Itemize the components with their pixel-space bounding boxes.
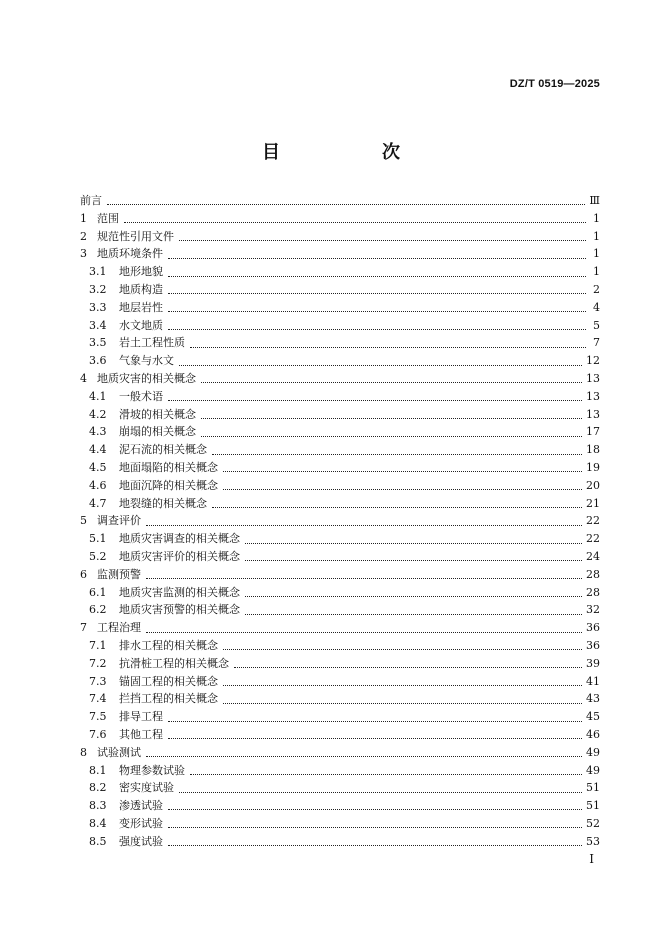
toc-entry[interactable] — [80, 281, 600, 299]
toc-entry-title: 调查评价 — [97, 514, 141, 528]
toc-entry-title: 物理参数试验 — [119, 763, 185, 777]
dot-leader — [179, 792, 582, 793]
toc-entry[interactable] — [80, 334, 600, 352]
toc-entry-title: 地质灾害监测的相关概念 — [119, 585, 240, 599]
toc-entry-page: 32 — [586, 603, 600, 617]
toc-entry-page: 52 — [586, 816, 600, 830]
toc-entry-title: 地面沉降的相关概念 — [119, 478, 218, 492]
toc-entry-title: 泥石流的相关概念 — [119, 443, 207, 457]
toc-entry[interactable] — [80, 744, 600, 762]
toc-entry-page: 13 — [586, 407, 600, 421]
toc-entry-title: 规范性引用文件 — [97, 229, 174, 243]
toc-entry[interactable] — [80, 530, 600, 548]
dot-leader — [212, 507, 582, 508]
toc-entry-title: 监测预警 — [97, 567, 141, 581]
toc-entry-page: Ⅲ — [589, 194, 600, 207]
toc-entry-title: 滑坡的相关概念 — [119, 407, 196, 421]
toc-entry-title: 水文地质 — [119, 318, 163, 332]
dot-leader — [179, 240, 586, 241]
toc-entry-page: 36 — [586, 638, 600, 652]
toc-entry-title: 密实度试验 — [119, 781, 174, 795]
toc-entry-page: 36 — [586, 621, 600, 635]
toc-entry[interactable] — [80, 655, 600, 673]
toc-entry-number: 3.4 — [89, 318, 107, 332]
toc-entry-number: 8.1 — [89, 763, 107, 777]
toc-entry[interactable] — [80, 263, 600, 281]
toc-entry[interactable] — [80, 762, 600, 780]
dot-leader — [201, 382, 582, 383]
dot-leader — [212, 454, 582, 455]
toc-entry-page: 22 — [586, 514, 600, 528]
toc-entry[interactable] — [80, 815, 600, 833]
toc-entry-number: 7.3 — [89, 674, 107, 688]
toc-entry-number: 3 — [80, 247, 87, 261]
toc-entry-number: 7.4 — [89, 692, 107, 706]
toc-entry-page: 53 — [586, 834, 600, 848]
dot-leader — [146, 525, 582, 526]
dot-leader — [245, 614, 582, 615]
toc-entry-title: 气象与水文 — [119, 354, 174, 368]
toc-entry-title: 范围 — [97, 211, 119, 225]
toc-entry[interactable] — [80, 210, 600, 228]
toc-entry-number: 6.2 — [89, 603, 107, 617]
toc-entry-title: 地面塌陷的相关概念 — [119, 460, 218, 474]
toc-entry-page: 5 — [593, 318, 600, 332]
dot-leader — [168, 276, 586, 277]
toc-entry[interactable] — [80, 406, 600, 424]
toc-entry[interactable] — [80, 619, 600, 637]
toc-entry[interactable] — [80, 423, 600, 441]
toc-entry-title: 地质灾害的相关概念 — [97, 371, 196, 385]
dot-leader — [168, 258, 586, 259]
toc-entry[interactable] — [80, 726, 600, 744]
dot-leader — [223, 471, 582, 472]
dot-leader — [190, 347, 586, 348]
toc-entry-number: 1 — [80, 211, 87, 225]
dot-leader — [168, 329, 586, 330]
toc-entry-title: 排水工程的相关概念 — [119, 638, 218, 652]
dot-leader — [190, 774, 582, 775]
toc-entry-number: 4.3 — [89, 425, 107, 439]
toc-entry-title: 拦挡工程的相关概念 — [119, 692, 218, 706]
toc-entry[interactable] — [80, 637, 600, 655]
dot-leader — [245, 596, 582, 597]
toc-entry[interactable] — [80, 495, 600, 513]
dot-leader — [168, 809, 582, 810]
dot-leader — [201, 436, 582, 437]
toc-entry-page: 19 — [586, 460, 600, 474]
toc-entry[interactable] — [80, 690, 600, 708]
toc-entry-page: 12 — [586, 354, 600, 368]
toc-entry[interactable] — [80, 192, 600, 210]
dot-leader — [234, 667, 582, 668]
dot-leader — [168, 293, 586, 294]
toc-entry[interactable] — [80, 299, 600, 317]
dot-leader — [124, 222, 586, 223]
toc-entry-title: 岩土工程性质 — [119, 336, 185, 350]
toc-entry[interactable] — [80, 779, 600, 797]
toc-entry-title: 地质环境条件 — [97, 247, 163, 261]
dot-leader — [223, 649, 582, 650]
toc-entry[interactable] — [80, 833, 600, 851]
dot-leader — [201, 418, 582, 419]
toc-entry-title: 地质灾害调查的相关概念 — [119, 532, 240, 546]
toc-entry-page: 49 — [586, 763, 600, 777]
toc-entry-page: 20 — [586, 478, 600, 492]
toc-entry-title: 强度试验 — [119, 834, 163, 848]
dot-leader — [146, 578, 582, 579]
toc-entry-number: 6.1 — [89, 585, 107, 599]
toc-entry[interactable] — [80, 441, 600, 459]
toc-entry[interactable] — [80, 245, 600, 263]
toc-entry-title: 地质灾害评价的相关概念 — [119, 549, 240, 563]
toc-entry-page: 1 — [593, 211, 600, 225]
toc-entry[interactable] — [80, 477, 600, 495]
dot-leader — [245, 560, 582, 561]
toc-entry-title: 试验测试 — [97, 745, 141, 759]
toc-entry[interactable] — [80, 512, 600, 530]
toc-entry-page: 1 — [593, 265, 600, 279]
page-title: 目 次 — [262, 142, 442, 163]
toc-entry-number: 7.5 — [89, 710, 107, 724]
toc-entry-page: 13 — [586, 371, 600, 385]
dot-leader — [146, 632, 582, 633]
toc-entry[interactable] — [80, 566, 600, 584]
dot-leader — [168, 311, 586, 312]
toc-entry-number: 8.3 — [89, 799, 107, 813]
toc-entry[interactable] — [80, 388, 600, 406]
dot-leader — [245, 543, 582, 544]
toc-entry-page: 1 — [593, 247, 600, 261]
toc-entry-title: 前言 — [80, 194, 102, 207]
toc-entry-number: 7.2 — [89, 656, 107, 670]
dot-leader — [168, 827, 582, 828]
toc-entry-page: 51 — [586, 781, 600, 795]
toc-entry-number: 4.5 — [89, 460, 107, 474]
toc-entry-title: 工程治理 — [97, 621, 141, 635]
toc-entry-number: 3.2 — [89, 282, 107, 296]
toc-entry[interactable] — [80, 708, 600, 726]
toc-entry-page: 28 — [586, 585, 600, 599]
toc-entry[interactable] — [80, 317, 600, 335]
toc-entry-number: 8.2 — [89, 781, 107, 795]
toc-entry-number: 4 — [80, 371, 87, 385]
table-of-contents — [80, 192, 600, 850]
toc-entry-number: 4.2 — [89, 407, 107, 421]
toc-entry[interactable] — [80, 352, 600, 370]
toc-entry-title: 地质构造 — [119, 282, 163, 296]
toc-entry-number: 3.1 — [89, 265, 107, 279]
toc-entry-title: 地形地貌 — [119, 265, 163, 279]
toc-entry-number: 2 — [80, 229, 87, 243]
dot-leader — [168, 738, 582, 739]
toc-entry[interactable] — [80, 370, 600, 388]
toc-entry[interactable] — [80, 228, 600, 246]
dot-leader — [223, 489, 582, 490]
toc-entry[interactable] — [80, 548, 600, 566]
toc-entry[interactable] — [80, 584, 600, 602]
toc-entry-page: 49 — [586, 745, 600, 759]
toc-entry-page: 41 — [586, 674, 600, 688]
toc-entry-number: 3.3 — [89, 300, 107, 314]
toc-entry-number: 3.5 — [89, 336, 107, 350]
toc-entry-title: 崩塌的相关概念 — [119, 425, 196, 439]
toc-entry-page: 2 — [593, 282, 600, 296]
toc-entry-number: 4.4 — [89, 443, 107, 457]
toc-entry-page: 4 — [593, 300, 600, 314]
toc-entry-title: 渗透试验 — [119, 799, 163, 813]
dot-leader — [223, 685, 582, 686]
dot-leader — [179, 365, 582, 366]
toc-entry-title: 地层岩性 — [119, 300, 163, 314]
toc-entry-number: 6 — [80, 567, 87, 581]
dot-leader — [223, 703, 582, 704]
toc-entry-page: 22 — [586, 532, 600, 546]
toc-entry[interactable] — [80, 673, 600, 691]
dot-leader — [168, 845, 582, 846]
toc-entry-number: 8.5 — [89, 834, 107, 848]
toc-entry-page: 13 — [586, 389, 600, 403]
toc-entry-title: 其他工程 — [119, 727, 163, 741]
toc-entry-page: 43 — [586, 692, 600, 706]
toc-entry-page: 28 — [586, 567, 600, 581]
toc-entry-number: 7.6 — [89, 727, 107, 741]
toc-entry-page: 1 — [593, 229, 600, 243]
toc-entry-page: 18 — [586, 443, 600, 457]
toc-entry[interactable] — [80, 601, 600, 619]
toc-entry-title: 一般术语 — [119, 389, 163, 403]
toc-entry-number: 4.1 — [89, 389, 107, 403]
toc-entry-page: 21 — [586, 496, 600, 510]
toc-entry-number: 7 — [80, 621, 87, 635]
toc-entry-page: 17 — [586, 425, 600, 439]
dot-leader — [107, 204, 585, 205]
toc-entry[interactable] — [80, 797, 600, 815]
toc-entry-number: 8.4 — [89, 816, 107, 830]
toc-entry-page: 46 — [586, 727, 600, 741]
toc-entry-title: 变形试验 — [119, 816, 163, 830]
toc-entry-number: 8 — [80, 745, 87, 759]
toc-entry-title: 地裂缝的相关概念 — [119, 496, 207, 510]
toc-entry-page: 7 — [593, 336, 600, 350]
toc-entry-number: 7.1 — [89, 638, 107, 652]
toc-entry-number: 4.7 — [89, 496, 107, 510]
toc-entry-page: 51 — [586, 799, 600, 813]
toc-entry-page: 24 — [586, 549, 600, 563]
dot-leader — [146, 756, 582, 757]
page-number: Ⅰ — [589, 852, 594, 866]
toc-entry-title: 地质灾害预警的相关概念 — [119, 603, 240, 617]
toc-entry[interactable] — [80, 459, 600, 477]
standard-code: DZ/T 0519—2025 — [509, 78, 600, 90]
toc-entry-title: 锚固工程的相关概念 — [119, 674, 218, 688]
toc-entry-number: 5 — [80, 514, 87, 528]
toc-entry-page: 39 — [586, 656, 600, 670]
toc-entry-number: 5.1 — [89, 532, 107, 546]
dot-leader — [168, 721, 582, 722]
toc-entry-page: 45 — [586, 710, 600, 724]
toc-entry-number: 5.2 — [89, 549, 107, 563]
toc-entry-title: 排导工程 — [119, 710, 163, 724]
toc-entry-number: 4.6 — [89, 478, 107, 492]
dot-leader — [168, 400, 582, 401]
toc-entry-number: 3.6 — [89, 354, 107, 368]
toc-entry-title: 抗滑桩工程的相关概念 — [119, 656, 229, 670]
